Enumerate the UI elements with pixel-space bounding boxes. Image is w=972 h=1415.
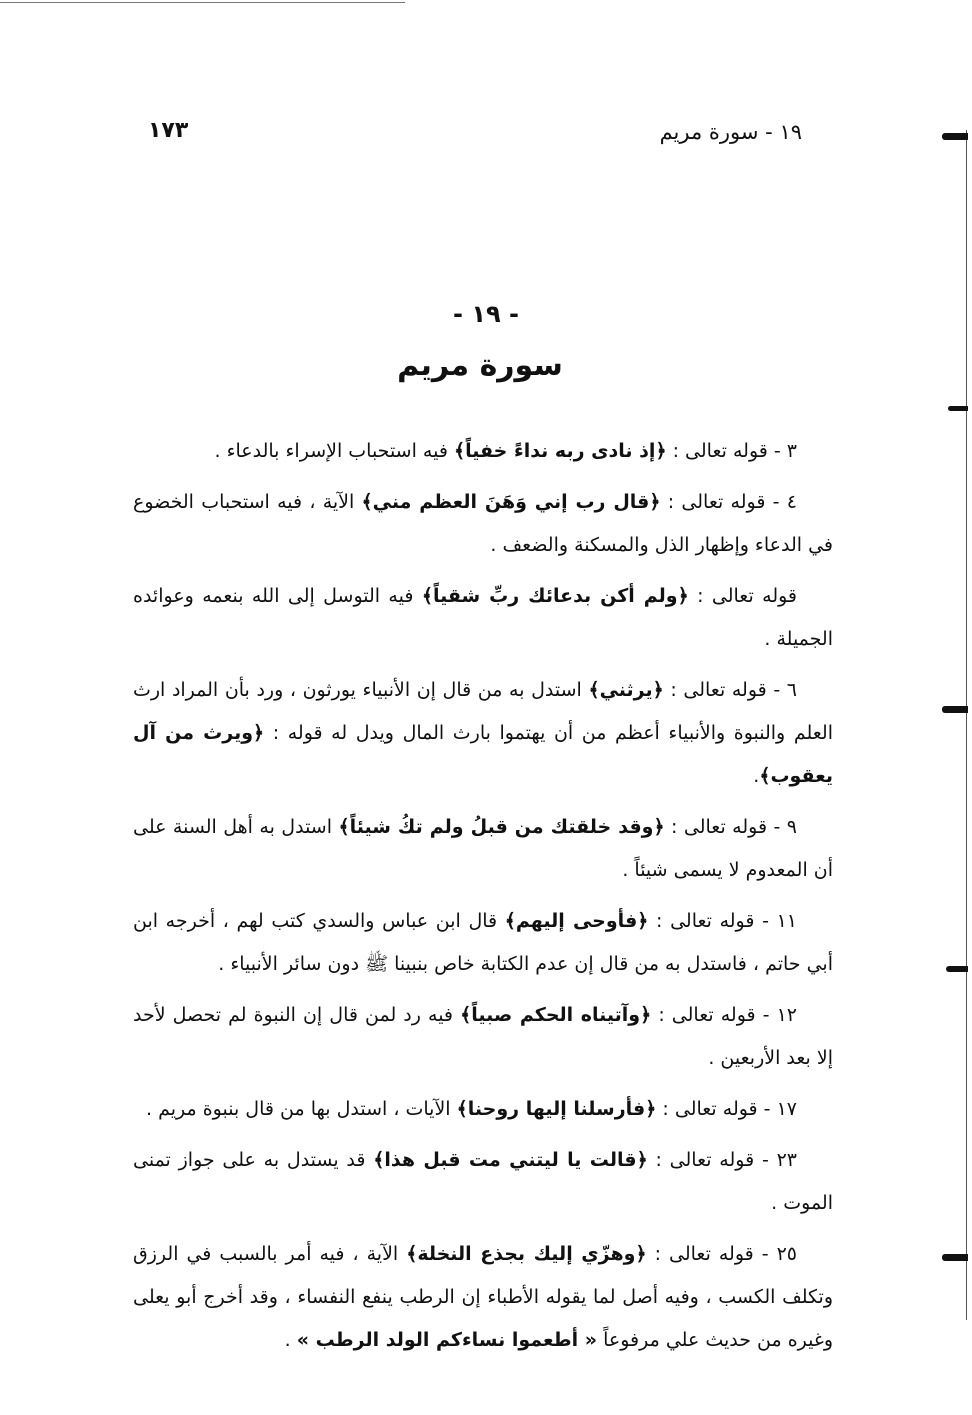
note-text: قال ابن عباس والسدي كتب لهم ، أخرجه ابن أبي حاتم ، فاستدل به من قال إن عدم الكتابة خاص بنبينا ﷺ دون سائر الأنبياء . [133, 910, 833, 975]
quran-quote: ﴿فأوحى إليهم﴾ [504, 910, 649, 932]
edge-mark [948, 406, 968, 411]
verse-note-4 [133, 481, 833, 567]
running-header: ١٩ - سورة مريم [659, 120, 802, 144]
note-prefix: ٢٥ - قوله تعالى : [646, 1243, 797, 1265]
note-text: الآية ، فيه استحباب الخضوع في الدعاء وإظهار الذل والمسكنة والضعف . [133, 491, 833, 556]
note-text: فيه التوسل إلى الله بنعمه وعوائده الجميلة . [133, 585, 833, 650]
verse-note-6 [133, 669, 833, 798]
note-prefix: ٩ - قوله تعالى : [664, 816, 797, 838]
quran-quote: ﴿ولم أكن بدعائك ربِّ شقياً﴾ [421, 585, 689, 607]
verse-note-9 [133, 806, 833, 892]
verse-note-23 [133, 1139, 833, 1225]
hadith-quote: « أطعموا نساءكم الولد الرطب » [296, 1329, 598, 1351]
quran-quote: ﴿وآتيناه الحكم صبياً﴾ [460, 1004, 652, 1026]
verse-note-11 [133, 900, 833, 986]
verse-note-25 [133, 1233, 833, 1362]
note-text: فيه رد لمن قال إن النبوة لم تحصل لأحد إلا بعد الأربعين . [133, 1004, 833, 1069]
note-text: فيه استحباب الإسراء بالدعاء . [214, 440, 454, 462]
edge-mark [942, 706, 968, 713]
quran-quote: ﴿يرثني﴾ [588, 679, 664, 701]
verse-note-4b [133, 575, 833, 661]
note-text: . [284, 1329, 297, 1351]
scan-top-rule [0, 2, 405, 3]
note-text: الآية ، فيه أمر بالسبب في الرزق وتكلف الكسب ، وفيه أصل لما يقوله الأطباء إن الرطب ينفع النفساء ، وقد أخرج أبو يعلى وغيره من حديث علي مرفوعاً [133, 1243, 833, 1351]
note-prefix: ١١ - قوله تعالى : [648, 910, 797, 932]
surah-title: سورة مريم [397, 348, 563, 383]
note-prefix: ٣ - قوله تعالى : [666, 440, 797, 462]
note-text: استدل به من قال إن الأنبياء يورثون ، ورد بأن المراد ارث العلم والنبوة والأنبياء أعظم من أن يهتموا بارث المال ويدل له قوله : [133, 679, 833, 744]
verse-note-3 [133, 430, 833, 473]
quran-quote: ﴿وهزّي إليك بجذع النخلة﴾ [406, 1243, 647, 1265]
quran-quote: ﴿قالت يا ليتني مت قبل هذا﴾ [373, 1149, 648, 1171]
edge-mark [946, 966, 968, 972]
verse-note-17 [133, 1088, 833, 1131]
quran-quote: ﴿قال رب إني وَهَنَ العظم مني﴾ [361, 491, 661, 513]
note-prefix: ٢٣ - قوله تعالى : [647, 1149, 798, 1171]
quran-quote: ﴿إذ نادى ربه نداءً خفياً﴾ [453, 440, 667, 462]
edge-mark [942, 1254, 968, 1261]
edge-mark [942, 133, 968, 140]
note-prefix: ١٢ - قوله تعالى : [651, 1004, 798, 1026]
page-number: ١٧٣ [148, 118, 189, 143]
note-text: الآيات ، استدل بها من قال بنبوة مريم . [146, 1098, 457, 1120]
note-prefix: قوله تعالى : [688, 585, 798, 607]
note-prefix: ٦ - قوله تعالى : [663, 679, 797, 701]
commentary-body [133, 430, 833, 1370]
note-prefix: ١٧ - قوله تعالى : [656, 1098, 797, 1120]
note-text: . [753, 765, 760, 787]
note-prefix: ٤ - قوله تعالى : [660, 491, 797, 513]
note-text: استدل به أهل السنة على أن المعدوم لا يسمى شيئاً . [133, 816, 833, 881]
quran-quote: ﴿فأرسلنا إليها روحنا﴾ [456, 1098, 657, 1120]
quran-quote: ﴿وقد خلقتك من قبلُ ولم تكُ شيئاً﴾ [338, 816, 665, 838]
note-text: قد يستدل به على جواز تمنى الموت . [133, 1149, 833, 1214]
section-number: - ١٩ - [453, 300, 519, 328]
verse-note-12 [133, 994, 833, 1080]
quran-quote: ﴿ويرث من آل يعقوب﴾ [133, 722, 833, 787]
